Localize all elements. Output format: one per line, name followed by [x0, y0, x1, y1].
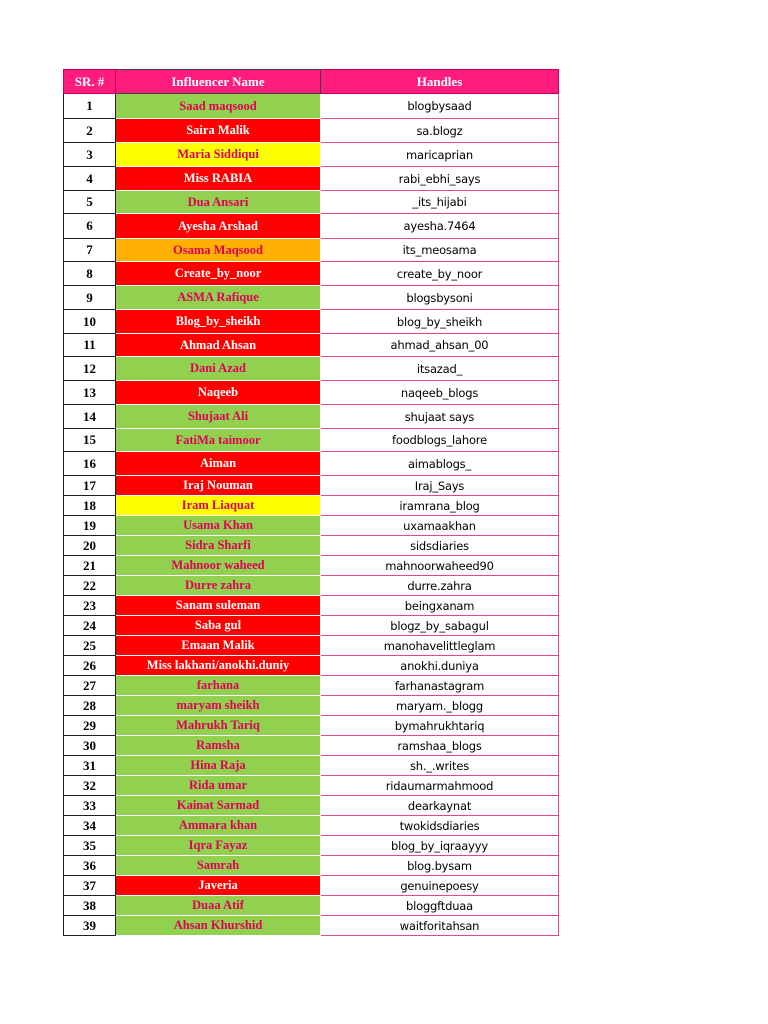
table-row — [64, 896, 559, 916]
table-row — [64, 516, 559, 536]
influencer-handle: aimablogs_ — [321, 452, 559, 476]
influencer-name: Naqeeb — [116, 381, 321, 405]
influencer-handle: waitforitahsan — [321, 916, 559, 936]
influencer-handle: manohavelittleglam — [321, 636, 559, 656]
table-row — [64, 167, 559, 191]
table-row — [64, 381, 559, 405]
influencer-handle: anokhi.duniya — [321, 656, 559, 676]
influencer-handle: ayesha.7464 — [321, 214, 559, 239]
influencer-name: Iraj Nouman — [116, 476, 321, 496]
table-row — [64, 576, 559, 596]
influencer-name: Kainat Sarmad — [116, 796, 321, 816]
influencer-name: Saad maqsood — [116, 94, 321, 119]
table-row — [64, 191, 559, 214]
sr-number: 22 — [64, 576, 116, 596]
influencer-handle: genuinepoesy — [321, 876, 559, 896]
sr-number: 27 — [64, 676, 116, 696]
table-row — [64, 776, 559, 796]
influencer-name: Create_by_noor — [116, 262, 321, 286]
influencer-name: FatiMa taimoor — [116, 429, 321, 452]
influencer-handle: bloggftduaa — [321, 896, 559, 916]
influencer-name: Iram Liaquat — [116, 496, 321, 516]
influencer-name: Osama Maqsood — [116, 239, 321, 262]
table-row — [64, 556, 559, 576]
influencer-handle: create_by_noor — [321, 262, 559, 286]
sr-number: 5 — [64, 191, 116, 214]
influencer-name: Dua Ansari — [116, 191, 321, 214]
sr-number: 26 — [64, 656, 116, 676]
sr-number: 3 — [64, 143, 116, 167]
table-row — [64, 716, 559, 736]
influencer-handle: blog_by_iqraayyy — [321, 836, 559, 856]
influencer-handle: Iraj_Says — [321, 476, 559, 496]
sr-number: 29 — [64, 716, 116, 736]
influencer-handle: durre.zahra — [321, 576, 559, 596]
influencer-name: Javeria — [116, 876, 321, 896]
table-row — [64, 496, 559, 516]
table-row — [64, 876, 559, 896]
table-row — [64, 676, 559, 696]
sr-number: 38 — [64, 896, 116, 916]
sr-number: 39 — [64, 916, 116, 936]
table-row — [64, 94, 559, 119]
sr-number: 23 — [64, 596, 116, 616]
influencer-name: Saba gul — [116, 616, 321, 636]
sr-number: 6 — [64, 214, 116, 239]
influencer-handle: naqeeb_blogs — [321, 381, 559, 405]
influencer-name: Ayesha Arshad — [116, 214, 321, 239]
table-row — [64, 452, 559, 476]
influencer-name: Iqra Fayaz — [116, 836, 321, 856]
influencer-name: Rida umar — [116, 776, 321, 796]
sr-number: 7 — [64, 239, 116, 262]
influencer-handle: uxamaakhan — [321, 516, 559, 536]
sr-number: 12 — [64, 357, 116, 381]
influencer-handle: sh._.writes — [321, 756, 559, 776]
table-row — [64, 536, 559, 556]
table-row — [64, 119, 559, 143]
influencer-name: Aiman — [116, 452, 321, 476]
influencer-name: Emaan Malik — [116, 636, 321, 656]
table-row — [64, 334, 559, 357]
sr-number: 1 — [64, 94, 116, 119]
influencer-handle: beingxanam — [321, 596, 559, 616]
sr-number: 24 — [64, 616, 116, 636]
influencer-handle: blog.bysam — [321, 856, 559, 876]
influencer-handle: foodblogs_lahore — [321, 429, 559, 452]
table-row — [64, 405, 559, 429]
table-row — [64, 214, 559, 239]
sr-number: 36 — [64, 856, 116, 876]
table-row — [64, 286, 559, 310]
influencer-name: Hina Raja — [116, 756, 321, 776]
influencer-handle: blogsbysoni — [321, 286, 559, 310]
influencer-name: Miss RABIA — [116, 167, 321, 191]
sr-number: 9 — [64, 286, 116, 310]
table-row — [64, 143, 559, 167]
influencer-handle: itsazad_ — [321, 357, 559, 381]
table-row — [64, 262, 559, 286]
influencer-name: Sidra Sharfi — [116, 536, 321, 556]
table-row — [64, 836, 559, 856]
header-influencer-name: Influencer Name — [116, 70, 321, 94]
table-row — [64, 856, 559, 876]
influencer-name: Mahrukh Tariq — [116, 716, 321, 736]
table-row — [64, 816, 559, 836]
influencer-name: Samrah — [116, 856, 321, 876]
influencer-handle: twokidsdiaries — [321, 816, 559, 836]
influencer-handle: mahnoorwaheed90 — [321, 556, 559, 576]
sr-number: 33 — [64, 796, 116, 816]
sr-number: 28 — [64, 696, 116, 716]
sr-number: 4 — [64, 167, 116, 191]
influencer-handle: rabi_ebhi_says — [321, 167, 559, 191]
table-row — [64, 310, 559, 334]
influencer-handle: maricaprian — [321, 143, 559, 167]
header-handles: Handles — [321, 70, 559, 94]
header-row — [64, 70, 559, 94]
sr-number: 8 — [64, 262, 116, 286]
influencer-handle: _its_hijabi — [321, 191, 559, 214]
sr-number: 18 — [64, 496, 116, 516]
table-row — [64, 916, 559, 936]
table-row — [64, 756, 559, 776]
sr-number: 34 — [64, 816, 116, 836]
sr-number: 16 — [64, 452, 116, 476]
sr-number: 35 — [64, 836, 116, 856]
influencer-name: Usama Khan — [116, 516, 321, 536]
influencer-handle: sidsdiaries — [321, 536, 559, 556]
influencer-name: Duaa Atif — [116, 896, 321, 916]
sr-number: 17 — [64, 476, 116, 496]
influencer-name: Dani Azad — [116, 357, 321, 381]
sr-number: 10 — [64, 310, 116, 334]
sr-number: 19 — [64, 516, 116, 536]
influencer-handle: its_meosama — [321, 239, 559, 262]
table-row — [64, 616, 559, 636]
table-row — [64, 736, 559, 756]
sr-number: 25 — [64, 636, 116, 656]
influencer-handle: ramshaa_blogs — [321, 736, 559, 756]
sr-number: 37 — [64, 876, 116, 896]
sr-number: 30 — [64, 736, 116, 756]
influencer-handle: blogbysaad — [321, 94, 559, 119]
sr-number: 2 — [64, 119, 116, 143]
sr-number: 32 — [64, 776, 116, 796]
influencer-handle: iramrana_blog — [321, 496, 559, 516]
influencer-handle: blog_by_sheikh — [321, 310, 559, 334]
influencer-handle: shujaat says — [321, 405, 559, 429]
influencer-name: Shujaat Ali — [116, 405, 321, 429]
table-row — [64, 429, 559, 452]
influencer-name: Durre zahra — [116, 576, 321, 596]
sr-number: 15 — [64, 429, 116, 452]
sr-number: 11 — [64, 334, 116, 357]
sr-number: 14 — [64, 405, 116, 429]
influencer-name: Ramsha — [116, 736, 321, 756]
table-row — [64, 357, 559, 381]
sr-number: 13 — [64, 381, 116, 405]
influencer-name: Saira Malik — [116, 119, 321, 143]
sr-number: 31 — [64, 756, 116, 776]
influencer-handle: ahmad_ahsan_00 — [321, 334, 559, 357]
influencer-handle: farhanastagram — [321, 676, 559, 696]
sr-number: 21 — [64, 556, 116, 576]
influencer-name: Ammara khan — [116, 816, 321, 836]
influencer-name: maryam sheikh — [116, 696, 321, 716]
influencer-name: ASMA Rafique — [116, 286, 321, 310]
influencer-name: Sanam suleman — [116, 596, 321, 616]
influencer-handle: ridaumarmahmood — [321, 776, 559, 796]
influencer-name: Ahmad Ahsan — [116, 334, 321, 357]
table-row — [64, 636, 559, 656]
table-body — [64, 94, 559, 936]
influencer-name: Maria Siddiqui — [116, 143, 321, 167]
table-row — [64, 696, 559, 716]
influencer-name: farhana — [116, 676, 321, 696]
sr-number: 20 — [64, 536, 116, 556]
table-row — [64, 476, 559, 496]
table-row — [64, 656, 559, 676]
table-row — [64, 239, 559, 262]
influencer-name: Ahsan Khurshid — [116, 916, 321, 936]
influencer-handle: maryam._blogg — [321, 696, 559, 716]
table-row — [64, 596, 559, 616]
influencer-name: Mahnoor waheed — [116, 556, 321, 576]
influencer-table — [63, 69, 559, 936]
influencer-handle: bymahrukhtariq — [321, 716, 559, 736]
influencer-handle: dearkaynat — [321, 796, 559, 816]
table-row — [64, 796, 559, 816]
influencer-handle: blogz_by_sabagul — [321, 616, 559, 636]
influencer-name: Blog_by_sheikh — [116, 310, 321, 334]
influencer-handle: sa.blogz — [321, 119, 559, 143]
influencer-name: Miss lakhani/anokhi.duniy — [116, 656, 321, 676]
header-sr: SR. # — [64, 70, 116, 94]
